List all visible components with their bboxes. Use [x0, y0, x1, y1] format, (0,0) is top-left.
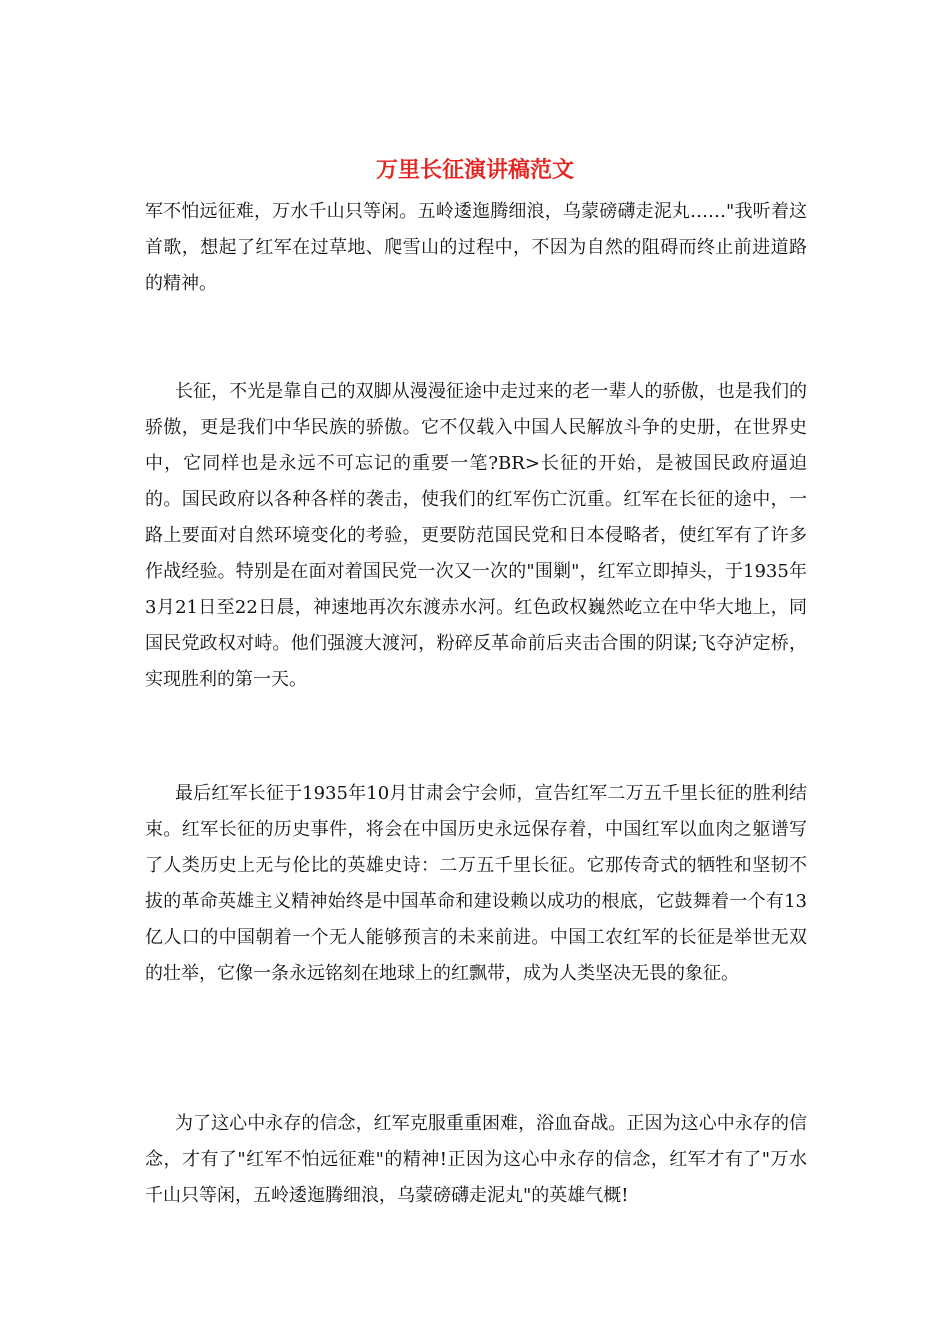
paragraph-1: 军不怕远征难，万水千山只等闲。五岭逶迤腾细浪，乌蒙磅礴走泥丸……"我听着这首歌，想起了红军在过草地、爬雪山的过程中，不因为自然的阻碍而终止前进道路的精神。	[145, 201, 807, 294]
paragraph-2: 长征，不光是靠自己的双脚从漫漫征途中走过来的老一辈人的骄傲，也是我们的骄傲，更是我们中华民族的骄傲。它不仅载入中国人民解放斗争的史册，在世界史中，它同样也是永远不可忘记的重要一笔?BR>长征的开始，是被国民政府逼迫的。国民政府以各种各样的袭击，使我们的红军伤亡沉重。红军在长征的途中，一路上要面对自然环境变化的考验，更要防范国民党和日本侵略者，使红军有了许多作战经验。特别是在面对着国民党一次又一次的"围剿"，红军立即掉头，于1935年3月21日至22日晨，神速地再次东渡赤水河。红色政权巍然屹立在中华大地上，同国民党政权对峙。他们强渡大渡河，粉碎反革命前后夹击合围的阴谋;飞夺泸定桥，实现胜利的第一天。	[145, 381, 807, 690]
paragraph-4: 为了这心中永存的信念，红军克服重重困难，浴血奋战。正因为这心中永存的信念，才有了"红军不怕远征难"的精神!正因为这心中永存的信念，红军才有了"万水千山只等闲，五岭逶迤腾细浪，乌蒙磅礴走泥丸"的英雄气概!	[145, 1113, 807, 1206]
document-title: 万里长征演讲稿范文	[375, 157, 574, 183]
paragraph-3: 最后红军长征于1935年10月甘肃会宁会师，宣告红军二万五千里长征的胜利结束。红军长征的历史事件，将会在中国历史永远保存着，中国红军以血肉之躯谱写了人类历史上无与伦比的英雄史诗：二万五千里长征。它那传奇式的牺牲和坚韧不拔的革命英雄主义精神始终是中国革命和建设赖以成功的根底，它鼓舞着一个有13亿人口的中国朝着一个无人能够预言的未来前进。中国工农红军的长征是举世无双的壮举，它像一条永远铭刻在地球上的红飘带，成为人类坚决无畏的象征。	[145, 783, 807, 984]
